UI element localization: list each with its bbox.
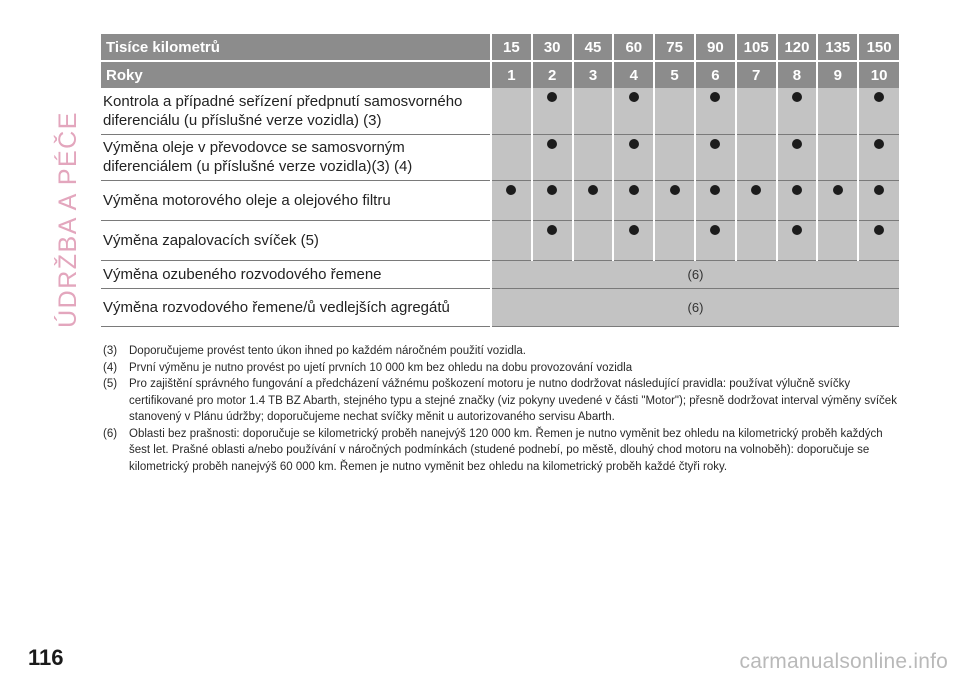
header-km-60: 60 <box>613 34 654 61</box>
header-km-45: 45 <box>573 34 614 61</box>
interval-cell <box>858 180 899 220</box>
schedule-row <box>101 180 899 220</box>
service-dot-icon <box>751 185 761 195</box>
header-label-years: Roky <box>101 61 491 88</box>
maintenance-schedule-table <box>101 34 899 327</box>
interval-cell <box>858 220 899 260</box>
interval-cell <box>532 88 573 134</box>
service-dot-icon <box>547 185 557 195</box>
service-dot-icon <box>792 185 802 195</box>
task-description: Výměna oleje v převodovce se samosvorným diferenciálem (u příslušné verze vozidla)(3) (4) <box>101 134 491 180</box>
interval-cell <box>532 134 573 180</box>
header-year-5: 5 <box>654 61 695 88</box>
service-dot-icon <box>792 92 802 102</box>
service-dot-icon <box>506 185 516 195</box>
header-row-kilometres <box>101 34 899 61</box>
footnote <box>103 376 899 426</box>
interval-cell <box>654 134 695 180</box>
watermark: carmanualsonline.info <box>739 650 948 673</box>
schedule-row <box>101 88 899 134</box>
interval-cell <box>695 88 736 134</box>
schedule-row <box>101 220 899 260</box>
header-year-6: 6 <box>695 61 736 88</box>
header-km-75: 75 <box>654 34 695 61</box>
service-dot-icon <box>710 139 720 149</box>
service-dot-icon <box>629 139 639 149</box>
schedule-row <box>101 260 899 288</box>
service-dot-icon <box>629 185 639 195</box>
interval-cell <box>858 134 899 180</box>
footnote-number: (4) <box>103 361 118 374</box>
interval-note: (6) <box>491 260 899 288</box>
header-km-105: 105 <box>736 34 777 61</box>
interval-cell <box>817 220 858 260</box>
header-year-9: 9 <box>817 61 858 88</box>
service-dot-icon <box>670 185 680 195</box>
header-year-3: 3 <box>573 61 614 88</box>
interval-cell <box>736 180 777 220</box>
header-km-150: 150 <box>858 34 899 61</box>
service-dot-icon <box>547 139 557 149</box>
header-row-years <box>101 61 899 88</box>
interval-cell <box>654 88 695 134</box>
service-dot-icon <box>792 139 802 149</box>
footnote-number: (6) <box>103 427 118 440</box>
interval-cell <box>532 180 573 220</box>
interval-cell <box>695 134 736 180</box>
header-km-135: 135 <box>817 34 858 61</box>
service-dot-icon <box>547 92 557 102</box>
header-year-2: 2 <box>532 61 573 88</box>
service-dot-icon <box>833 185 843 195</box>
interval-cell <box>491 134 532 180</box>
page-number: 116 <box>28 645 64 670</box>
task-description: Výměna motorového oleje a olejového filtru <box>101 180 491 220</box>
interval-cell <box>817 180 858 220</box>
interval-cell <box>654 180 695 220</box>
service-dot-icon <box>792 225 802 235</box>
footnote-text: Oblasti bez prašnosti: doporučuje se kilometrický proběh nanejvýš 120 000 km. Řemen je nutno vyměnit bez ohledu na kilometrický proběh každých šest let. Prašné oblasti a/nebo používání v náročných podmínkách (studené podnebí, po městě, dlouhý chod motoru na volnoběh): doporučuje se kilometrický proběh nanejvýš 60 000 km. Řemen je nutno vyměnit bez ohledu na kilometrický proběh každé čtyři roky. <box>129 427 883 473</box>
footnote <box>103 426 899 476</box>
header-km-120: 120 <box>777 34 818 61</box>
schedule-row <box>101 288 899 326</box>
service-dot-icon <box>588 185 598 195</box>
footnote-text: První výměnu je nutno provést po ujetí prvních 10 000 km bez ohledu na dobu provozování vozidla <box>129 361 633 374</box>
interval-cell <box>736 220 777 260</box>
interval-cell <box>573 220 614 260</box>
section-title-text: ÚDRŽBA A PÉČE <box>53 110 82 328</box>
footnote-number: (5) <box>103 378 118 390</box>
interval-cell <box>736 88 777 134</box>
interval-note: (6) <box>491 288 899 326</box>
interval-cell <box>777 88 818 134</box>
service-dot-icon <box>710 185 720 195</box>
header-km-90: 90 <box>695 34 736 61</box>
interval-cell <box>736 134 777 180</box>
footnotes <box>103 343 899 475</box>
footnote-text: Doporučujeme provést tento úkon ihned po každém náročném použití vozidla. <box>129 345 526 357</box>
interval-cell <box>491 88 532 134</box>
footnote <box>103 360 899 377</box>
header-label-kilometres: Tisíce kilometrů <box>101 34 491 61</box>
service-dot-icon <box>547 225 557 235</box>
interval-cell <box>491 220 532 260</box>
service-dot-icon <box>874 225 884 235</box>
task-description: Výměna ozubeného rozvodového řemene <box>101 260 491 288</box>
interval-cell <box>613 134 654 180</box>
interval-cell <box>817 134 858 180</box>
task-description: Výměna zapalovacích svíček (5) <box>101 220 491 260</box>
header-km-30: 30 <box>532 34 573 61</box>
service-dot-icon <box>629 92 639 102</box>
footnote-text: Pro zajištění správného fungování a předcházení vážnému poškození motoru je nutno dodržovat následující pravidla: používat výlučně svíčky certifikované pro motor 1.4 TB BZ Abarth, stejného typu a stejné značky (viz pokyny uvedené v části "Motor"); přesně dodržovat interval výměny svíček stanovený v Plánu údržby; doporučujeme nechat svíčky měnit u autorizovaného servisu Abarth. <box>129 378 897 423</box>
interval-cell <box>573 88 614 134</box>
interval-cell <box>613 220 654 260</box>
header-year-7: 7 <box>736 61 777 88</box>
interval-cell <box>613 88 654 134</box>
interval-cell <box>817 88 858 134</box>
task-description: Výměna rozvodového řemene/ů vedlejších agregátů <box>101 288 491 326</box>
service-dot-icon <box>629 225 639 235</box>
service-dot-icon <box>874 92 884 102</box>
section-title-vertical <box>46 24 90 414</box>
interval-cell <box>777 134 818 180</box>
service-dot-icon <box>874 185 884 195</box>
footnote-number: (3) <box>103 345 118 357</box>
service-dot-icon <box>874 139 884 149</box>
header-year-10: 10 <box>858 61 899 88</box>
header-km-15: 15 <box>491 34 532 61</box>
interval-cell <box>654 220 695 260</box>
header-year-8: 8 <box>777 61 818 88</box>
service-dot-icon <box>710 225 720 235</box>
interval-cell <box>858 88 899 134</box>
interval-cell <box>777 220 818 260</box>
interval-cell <box>532 220 573 260</box>
interval-cell <box>695 220 736 260</box>
footnote <box>103 343 899 360</box>
interval-cell <box>573 180 614 220</box>
interval-cell <box>573 134 614 180</box>
interval-cell <box>491 180 532 220</box>
service-dot-icon <box>710 92 720 102</box>
header-year-4: 4 <box>613 61 654 88</box>
header-year-1: 1 <box>491 61 532 88</box>
interval-cell <box>777 180 818 220</box>
interval-cell <box>695 180 736 220</box>
task-description: Kontrola a případné seřízení předpnutí samosvorného diferenciálu (u příslušné verze vozidla) (3) <box>101 88 491 134</box>
interval-cell <box>613 180 654 220</box>
schedule-row <box>101 134 899 180</box>
